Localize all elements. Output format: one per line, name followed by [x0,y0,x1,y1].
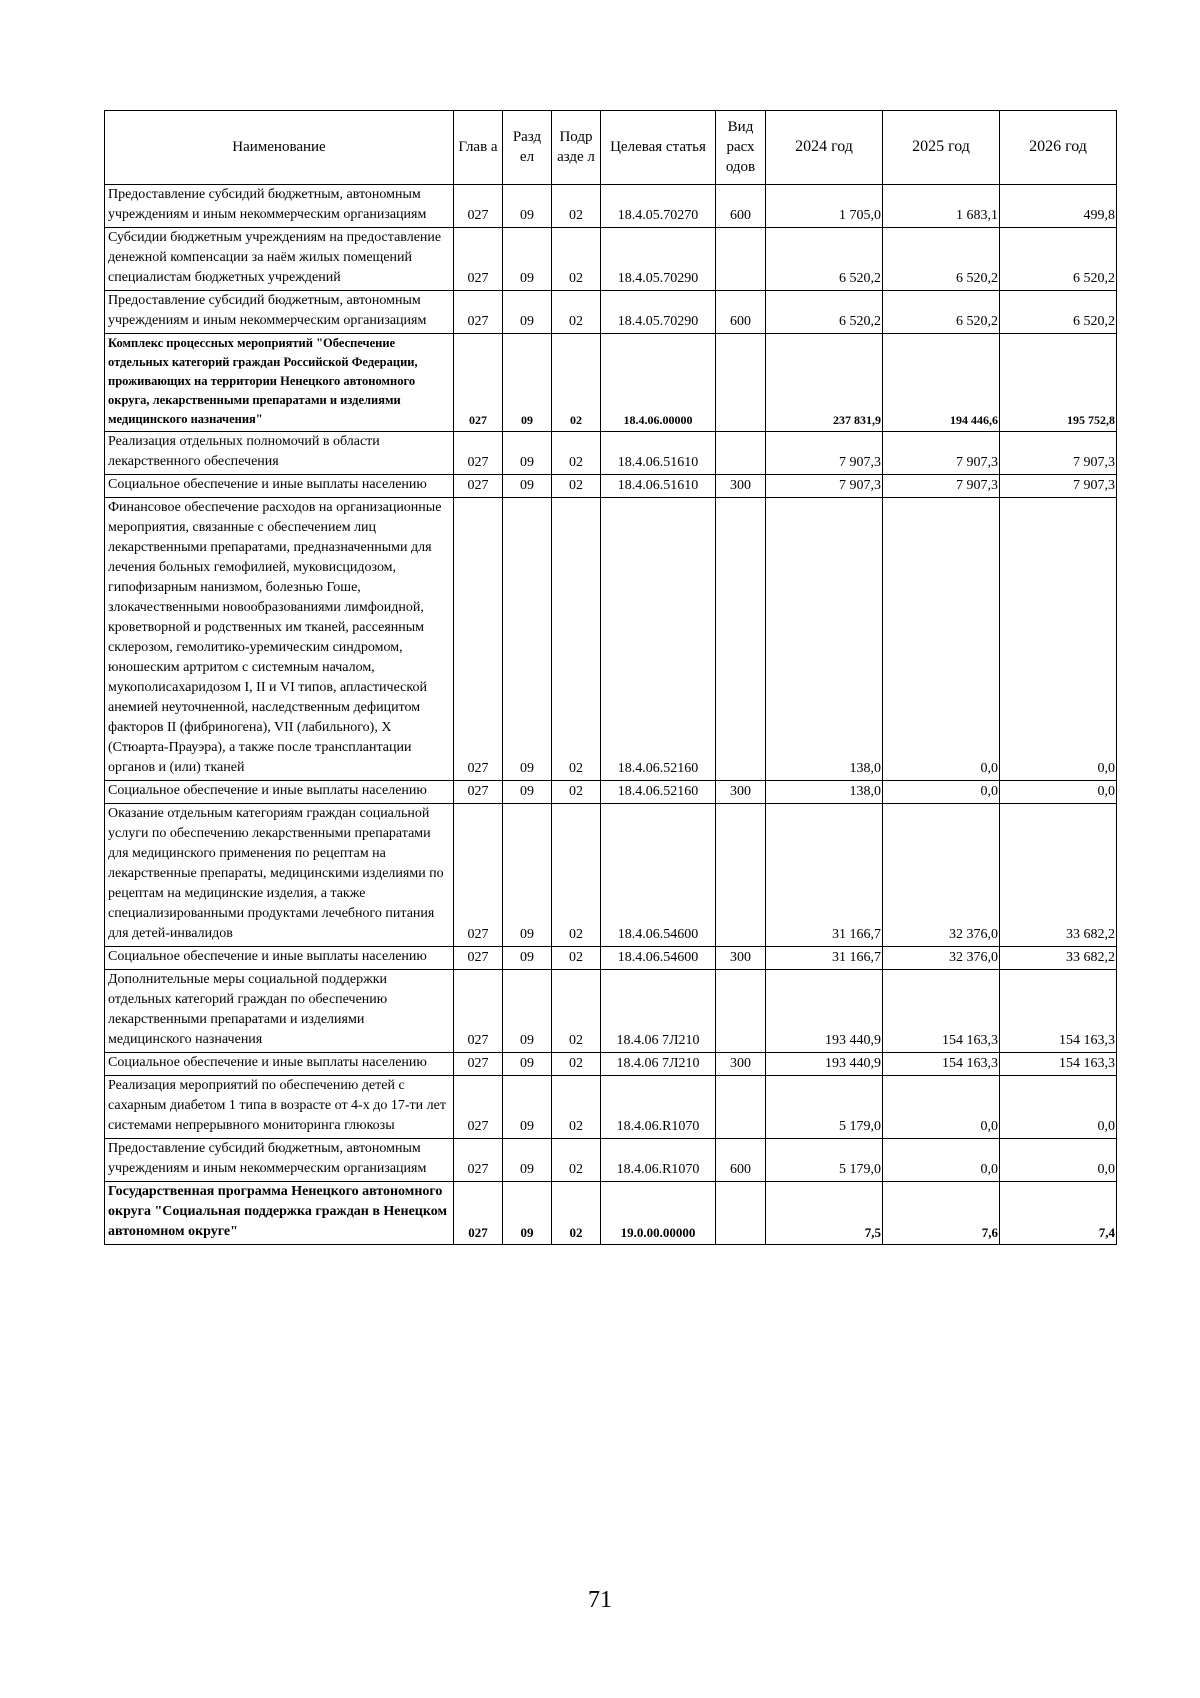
header-name: Наименование [105,111,454,185]
row-vid-raskhodov [716,804,766,947]
table-row [105,804,1117,947]
table-row [105,432,1117,475]
row-razdel: 09 [503,1076,552,1139]
row-2024: 193 440,9 [766,970,883,1053]
header-2025: 2025 год [883,111,1000,185]
row-podrazdel: 02 [552,334,601,432]
row-vid-raskhodov [716,1182,766,1245]
row-2024: 237 831,9 [766,334,883,432]
row-podrazdel: 02 [552,970,601,1053]
table-row [105,185,1117,228]
row-2024: 7,5 [766,1182,883,1245]
row-name: Социальное обеспечение и иные выплаты населению [105,947,454,970]
row-glava: 027 [454,185,503,228]
row-name: Социальное обеспечение и иные выплаты населению [105,781,454,804]
row-glava: 027 [454,1182,503,1245]
row-name: Предоставление субсидий бюджетным, автономным учреждениям и иным некоммерческим организациям [105,291,454,334]
row-tselevaya-statya: 18.4.05.70270 [601,185,716,228]
row-2025: 194 446,6 [883,334,1000,432]
row-2026: 6 520,2 [1000,291,1117,334]
row-tselevaya-statya: 18.4.05.70290 [601,291,716,334]
row-2025: 6 520,2 [883,228,1000,291]
header-2024: 2024 год [766,111,883,185]
header-glava: Глав а [454,111,503,185]
row-vid-raskhodov: 600 [716,1139,766,1182]
row-2024: 5 179,0 [766,1076,883,1139]
row-glava: 027 [454,498,503,781]
row-2026: 6 520,2 [1000,228,1117,291]
row-name: Субсидии бюджетным учреждениям на предоставление денежной компенсации за наём жилых помещений специалистам бюджетных учреждений [105,228,454,291]
row-2026: 7 907,3 [1000,475,1117,498]
row-vid-raskhodov [716,228,766,291]
row-2025: 7,6 [883,1182,1000,1245]
row-2025: 154 163,3 [883,1053,1000,1076]
row-podrazdel: 02 [552,291,601,334]
row-2024: 31 166,7 [766,804,883,947]
header-2026: 2026 год [1000,111,1117,185]
row-2026: 154 163,3 [1000,970,1117,1053]
row-2024: 31 166,7 [766,947,883,970]
row-glava: 027 [454,804,503,947]
row-razdel: 09 [503,1182,552,1245]
table-row [105,1139,1117,1182]
row-razdel: 09 [503,185,552,228]
row-2024: 138,0 [766,498,883,781]
row-2025: 32 376,0 [883,804,1000,947]
row-name: Предоставление субсидий бюджетным, автономным учреждениям и иным некоммерческим организациям [105,1139,454,1182]
row-tselevaya-statya: 18.4.06.R1070 [601,1139,716,1182]
row-glava: 027 [454,1076,503,1139]
row-razdel: 09 [503,1053,552,1076]
row-podrazdel: 02 [552,781,601,804]
row-glava: 027 [454,432,503,475]
row-2025: 0,0 [883,781,1000,804]
table-row [105,228,1117,291]
row-2025: 6 520,2 [883,291,1000,334]
row-name: Финансовое обеспечение расходов на организационные мероприятия, связанные с обеспечением лиц лекарственными препаратами, предназначенными для лечения больных гемофилией, муковисцидозом, гипофизарным нанизмом, болезнью Гоше, злокачественными новообразованиями лимфоидной, кроветворной и родственных им тканей, рассеянным склерозом, гемолитико-уремическим синдромом, юношеским артритом с системным началом, мукополисахаридозом I, II и VI типов, апластической анемией неуточненной, наследственным дефицитом факторов II (фибриногена), VII (лабильного), X (Стюарта-Прауэра), а также после трансплантации органов и (или) тканей [105,498,454,781]
row-vid-raskhodov: 300 [716,1053,766,1076]
table-row-section [105,334,1117,432]
row-name: Государственная программа Ненецкого автономного округа "Социальная поддержка граждан в Ненецком автономном округе" [105,1182,454,1245]
row-podrazdel: 02 [552,1139,601,1182]
row-tselevaya-statya: 18.4.06.51610 [601,432,716,475]
row-razdel: 09 [503,947,552,970]
row-2025: 0,0 [883,1076,1000,1139]
row-2026: 0,0 [1000,1076,1117,1139]
header-razdel: Разд ел [503,111,552,185]
row-razdel: 09 [503,291,552,334]
row-tselevaya-statya: 19.0.00.00000 [601,1182,716,1245]
row-2025: 7 907,3 [883,432,1000,475]
row-glava: 027 [454,291,503,334]
row-2026: 33 682,2 [1000,804,1117,947]
table-row [105,498,1117,781]
row-2026: 499,8 [1000,185,1117,228]
table-row [105,970,1117,1053]
header-vid-raskhodov: Вид расх одов [716,111,766,185]
header-podrazdel: Подр азде л [552,111,601,185]
row-2025: 0,0 [883,498,1000,781]
row-tselevaya-statya: 18.4.06.00000 [601,334,716,432]
row-razdel: 09 [503,334,552,432]
page-number: 71 [588,1587,612,1613]
row-podrazdel: 02 [552,947,601,970]
row-tselevaya-statya: 18.4.05.70290 [601,228,716,291]
row-vid-raskhodov: 300 [716,475,766,498]
row-podrazdel: 02 [552,1053,601,1076]
row-2026: 154 163,3 [1000,1053,1117,1076]
row-podrazdel: 02 [552,432,601,475]
row-name: Реализация мероприятий по обеспечению детей с сахарным диабетом 1 типа в возрасте от 4-х до 17-ти лет системами непрерывного мониторинга глюкозы [105,1076,454,1139]
row-razdel: 09 [503,498,552,781]
row-tselevaya-statya: 18.4.06.R1070 [601,1076,716,1139]
row-2026: 0,0 [1000,498,1117,781]
row-2025: 0,0 [883,1139,1000,1182]
row-2025: 154 163,3 [883,970,1000,1053]
row-vid-raskhodov: 300 [716,947,766,970]
table-row [105,475,1117,498]
row-tselevaya-statya: 18.4.06 7Л210 [601,1053,716,1076]
row-2025: 7 907,3 [883,475,1000,498]
row-glava: 027 [454,228,503,291]
table-row [105,947,1117,970]
row-2026: 195 752,8 [1000,334,1117,432]
row-vid-raskhodov [716,334,766,432]
row-name: Реализация отдельных полномочий в области лекарственного обеспечения [105,432,454,475]
row-tselevaya-statya: 18.4.06.52160 [601,781,716,804]
row-2026: 0,0 [1000,1139,1117,1182]
row-glava: 027 [454,475,503,498]
row-razdel: 09 [503,228,552,291]
row-glava: 027 [454,1053,503,1076]
row-vid-raskhodov: 600 [716,291,766,334]
row-razdel: 09 [503,1139,552,1182]
row-2024: 7 907,3 [766,475,883,498]
row-name: Социальное обеспечение и иные выплаты населению [105,1053,454,1076]
row-2024: 7 907,3 [766,432,883,475]
row-podrazdel: 02 [552,1182,601,1245]
row-vid-raskhodov [716,970,766,1053]
budget-table [104,110,1117,1245]
row-name: Комплекс процессных мероприятий "Обеспечение отдельных категорий граждан Российской Федерации, проживающих на территории Ненецкого автономного округа, лекарственными препаратами и изделиями медицинского назначения" [105,334,454,432]
row-2024: 193 440,9 [766,1053,883,1076]
table-row [105,291,1117,334]
table-row [105,1076,1117,1139]
row-tselevaya-statya: 18.4.06.54600 [601,804,716,947]
row-2025: 32 376,0 [883,947,1000,970]
row-podrazdel: 02 [552,498,601,781]
row-podrazdel: 02 [552,475,601,498]
row-name: Оказание отдельным категориям граждан социальной услуги по обеспечению лекарственными препаратами для медицинского применения по рецептам на лекарственные препараты, медицинскими изделиями по рецептам на медицинские изделия, а также специализированными продуктами лечебного питания для детей-инвалидов [105,804,454,947]
row-2025: 1 683,1 [883,185,1000,228]
row-podrazdel: 02 [552,228,601,291]
row-glava: 027 [454,1139,503,1182]
row-glava: 027 [454,781,503,804]
row-razdel: 09 [503,432,552,475]
row-tselevaya-statya: 18.4.06.54600 [601,947,716,970]
row-podrazdel: 02 [552,1076,601,1139]
row-2024: 6 520,2 [766,228,883,291]
row-glava: 027 [454,334,503,432]
header-tselevaya-statya: Целевая статья [601,111,716,185]
row-name: Предоставление субсидий бюджетным, автономным учреждениям и иным некоммерческим организациям [105,185,454,228]
row-glava: 027 [454,947,503,970]
row-2024: 138,0 [766,781,883,804]
row-tselevaya-statya: 18.4.06.51610 [601,475,716,498]
row-2024: 1 705,0 [766,185,883,228]
row-name: Социальное обеспечение и иные выплаты населению [105,475,454,498]
row-podrazdel: 02 [552,185,601,228]
row-razdel: 09 [503,804,552,947]
table-row-program [105,1182,1117,1245]
row-vid-raskhodov: 300 [716,781,766,804]
table-row [105,1053,1117,1076]
row-2026: 7 907,3 [1000,432,1117,475]
row-podrazdel: 02 [552,804,601,947]
row-2024: 6 520,2 [766,291,883,334]
row-name: Дополнительные меры социальной поддержки отдельных категорий граждан по обеспечению лекарственными препаратами и изделиями медицинского назначения [105,970,454,1053]
row-glava: 027 [454,970,503,1053]
row-2026: 0,0 [1000,781,1117,804]
row-tselevaya-statya: 18.4.06 7Л210 [601,970,716,1053]
table-row [105,781,1117,804]
row-razdel: 09 [503,475,552,498]
row-razdel: 09 [503,970,552,1053]
header-row [105,111,1117,185]
row-vid-raskhodov [716,432,766,475]
row-vid-raskhodov [716,1076,766,1139]
row-vid-raskhodov [716,498,766,781]
row-vid-raskhodov: 600 [716,185,766,228]
row-2026: 33 682,2 [1000,947,1117,970]
row-razdel: 09 [503,781,552,804]
row-2024: 5 179,0 [766,1139,883,1182]
row-tselevaya-statya: 18.4.06.52160 [601,498,716,781]
row-2026: 7,4 [1000,1182,1117,1245]
